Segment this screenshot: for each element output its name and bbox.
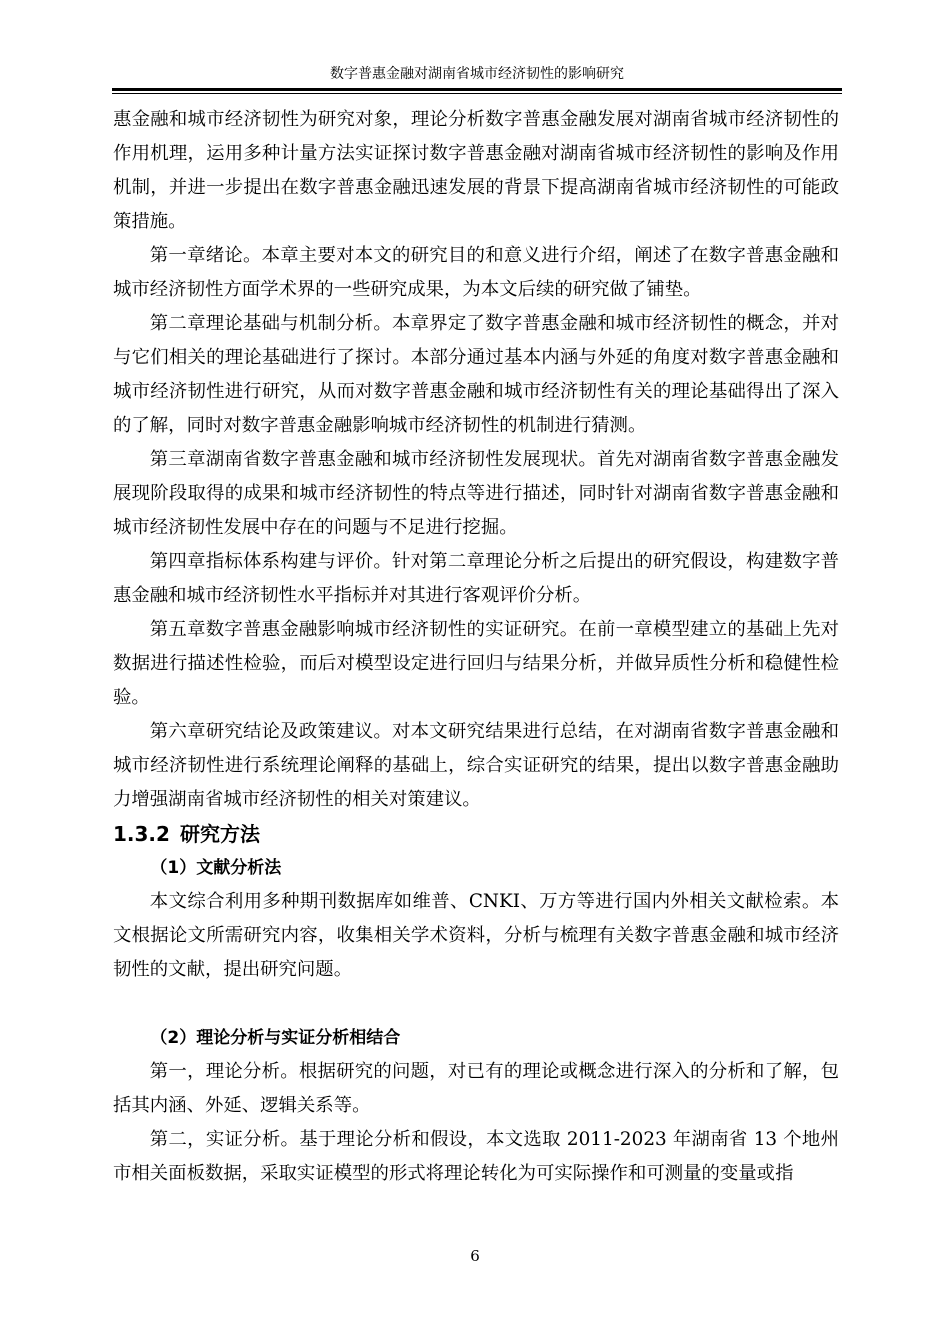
paragraph-chapter-5: 第五章数字普惠金融影响城市经济韧性的实证研究。在前一章模型建立的基础上先对数据进行描述性检验，而后对模型设定进行回归与结果分析，并做异质性分析和稳健性检验。 — [113, 619, 839, 708]
header-rule-thin — [112, 93, 842, 94]
method-1-heading: （1）文献分析法 — [150, 858, 282, 878]
header-rule-thick — [112, 88, 842, 91]
page-number: 6 — [470, 1247, 480, 1265]
running-header: 数字普惠金融对湖南省城市经济韧性的影响研究 — [330, 66, 624, 82]
section-title: 研究方法 — [179, 822, 260, 846]
body-text — [113, 103, 839, 1191]
method-2-paragraph-theory: 第一，理论分析。根据研究的问题，对已有的理论或概念进行深入的分析和了解，包括其内涵、外延、逻辑关系等。 — [113, 1061, 839, 1116]
method-2-paragraph-empirical: 第二，实证分析。基于理论分析和假设，本文选取 2011-2023 年湖南省 13 个地州市相关面板数据，采取实证模型的形式将理论转化为可实际操作和可测量的变量或指 — [113, 1129, 839, 1184]
section-heading-1-3-2 — [113, 817, 839, 851]
section-number: 1.3.2 — [113, 822, 170, 846]
blank-line — [113, 987, 839, 1021]
method-1-paragraph: 本文综合利用多种期刊数据库如维普、CNKI、万方等进行国内外相关文献检索。本文根据论文所需研究内容，收集相关学术资料，分析与梳理有关数字普惠金融和城市经济韧性的文献，提出研究问题。 — [113, 891, 839, 980]
paragraph-intro-continued: 惠金融和城市经济韧性为研究对象，理论分析数字普惠金融发展对湖南省城市经济韧性的作用机理，运用多种计量方法实证探讨数字普惠金融对湖南省城市经济韧性的影响及作用机制，并进一步提出在数字普惠金融迅速发展的背景下提高湖南省城市经济韧性的可能政策措施。 — [113, 109, 839, 232]
paragraph-chapter-3: 第三章湖南省数字普惠金融和城市经济韧性发展现状。首先对湖南省数字普惠金融发展现阶段取得的成果和城市经济韧性的特点等进行描述，同时针对湖南省数字普惠金融和城市经济韧性发展中存在的问题与不足进行挖掘。 — [113, 449, 839, 538]
paragraph-chapter-6: 第六章研究结论及政策建议。对本文研究结果进行总结，在对湖南省数字普惠金融和城市经济韧性进行系统理论阐释的基础上，综合实证研究的结果，提出以数字普惠金融助力增强湖南省城市经济韧性的相关对策建议。 — [113, 721, 839, 810]
paragraph-chapter-2: 第二章理论基础与机制分析。本章界定了数字普惠金融和城市经济韧性的概念，并对与它们相关的理论基础进行了探讨。本部分通过基本内涵与外延的角度对数字普惠金融和城市经济韧性进行研究，从而对数字普惠金融和城市经济韧性有关的理论基础得出了深入的了解，同时对数字普惠金融影响城市经济韧性的机制进行猜测。 — [113, 313, 839, 436]
paragraph-chapter-4: 第四章指标体系构建与评价。针对第二章理论分析之后提出的研究假设，构建数字普惠金融和城市经济韧性水平指标并对其进行客观评价分析。 — [113, 551, 839, 606]
method-2-heading: （2）理论分析与实证分析相结合 — [150, 1028, 401, 1048]
paragraph-chapter-1: 第一章绪论。本章主要对本文的研究目的和意义进行介绍，阐述了在数字普惠金融和城市经济韧性方面学术界的一些研究成果，为本文后续的研究做了铺垫。 — [113, 245, 839, 300]
